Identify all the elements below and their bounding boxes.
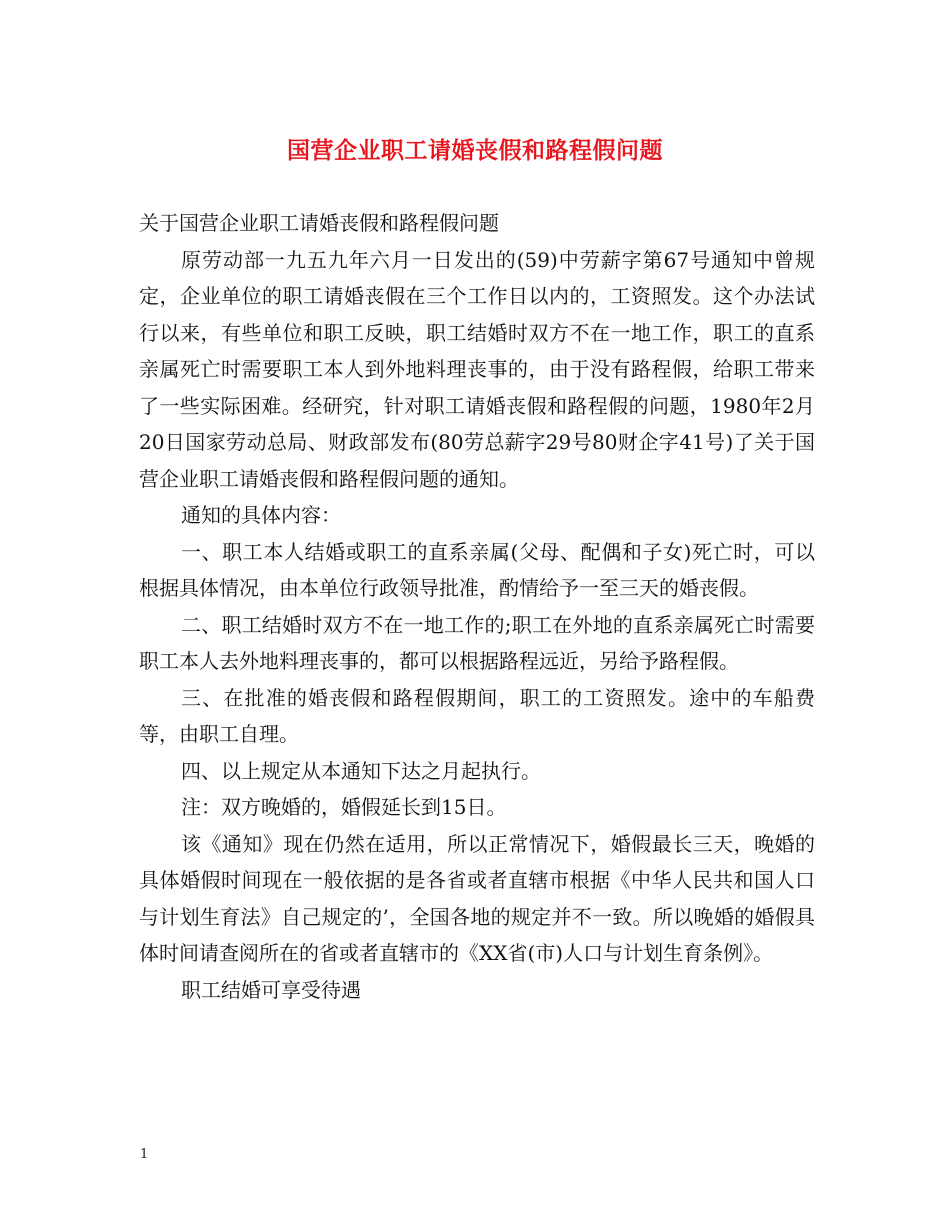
page-number: 1: [140, 1147, 149, 1162]
document-title: 国营企业职工请婚丧假和路程假问题: [287, 137, 663, 164]
body-paragraph: 注：双方晚婚的，婚假延长到15日。: [181, 795, 507, 819]
body-paragraph: 一、职工本人结婚或职工的直系亲属(父母、配偶和子女)死亡时，可以根据具体情况，由本单位行政领导批准，酌情给予一至三天的婚丧假。: [139, 539, 815, 600]
body-paragraph: 该《通知》现在仍然在适用，所以正常情况下，婚假最长三天，晚婚的具体婚假时间现在一般依据的是各省或者直辖市根据《中华人民共和国人口与计划生育法》自己规定的’，全国各地的规定并不一致。所以晚婚的婚假具体时间请查阅所在的省或者直辖市的《XX省(市)人口与计划生育条例》。: [139, 831, 815, 965]
body-paragraph: 二、职工结婚时双方不在一地工作的;职工在外地的直系亲属死亡时需要职工本人去外地料理丧事的，都可以根据路程远近，另给予路程假。: [139, 612, 815, 673]
subtitle-paragraph: 关于国营企业职工请婚丧假和路程假问题: [139, 211, 499, 235]
body-paragraph: 职工结婚可享受待遇: [181, 977, 361, 1002]
body-paragraph: 四、以上规定从本通知下达之月起执行。: [181, 758, 541, 783]
body-paragraph: 原劳动部一九五九年六月一日发出的(59)中劳薪字第67号通知中曾规定，企业单位的职工请婚丧假在三个工作日以内的，工资照发。这个办法试行以来，有些单位和职工反映，职工结婚时双方不在一地工作，职工的直系亲属死亡时需要职工本人到外地料理丧事的，由于没有路程假，给职工带来了一些实际困难。经研究，针对职工请婚丧假和路程假的问题，1980年2月20日国家劳动总局、财政部发布(80劳总薪字29号80财企字41号)了关于国营企业职工请婚丧假和路程假问题的通知。: [139, 247, 815, 491]
body-paragraph: 通知的具体内容：: [181, 503, 341, 527]
document-body: [139, 205, 815, 1008]
body-paragraph: 三、在批准的婚丧假和路程假期间，职工的工资照发。途中的车船费等，由职工自理。: [139, 685, 815, 746]
